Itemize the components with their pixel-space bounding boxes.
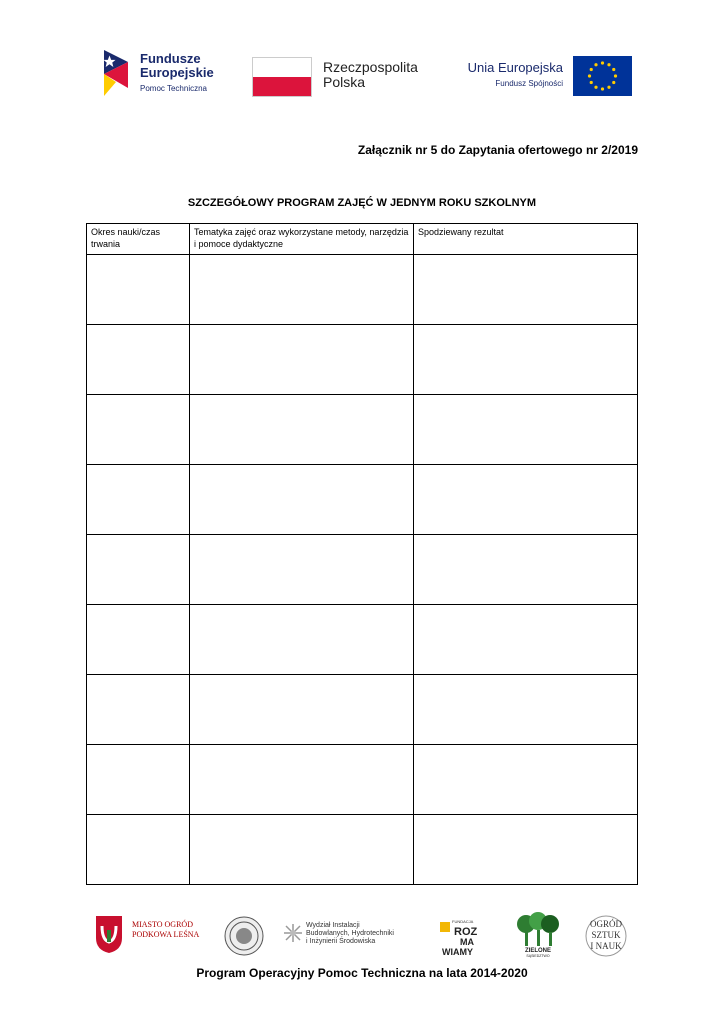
cell-tematyka: [190, 605, 414, 675]
wydzial-flower-icon: [282, 922, 304, 944]
eu-star: [612, 68, 615, 71]
cell-rezultat: [414, 255, 638, 325]
miasto-line2: PODKOWA LEŚNA: [132, 930, 200, 939]
polish-flag-icon: [252, 57, 312, 97]
eu-star: [594, 86, 597, 89]
fundusze-europejskie-text: [140, 52, 214, 93]
eu-star: [607, 86, 610, 89]
table-row: [87, 325, 638, 395]
wydzial-text: [306, 922, 394, 946]
cell-rezultat: [414, 815, 638, 885]
fe-line2: Europejskie: [140, 65, 214, 80]
podkowa-lesna-crest-icon: [94, 914, 124, 954]
program-table: [86, 223, 638, 885]
cell-tematyka: [190, 675, 414, 745]
cell-okres: [87, 255, 190, 325]
header-rezultat: Spodziewany rezultat: [414, 224, 638, 255]
fundusze-europejskie-logo: [100, 48, 132, 98]
header-tematyka: Tematyka zajęć oraz wykorzystane metody, narzędzia i pomoce dydaktyczne: [190, 224, 414, 255]
cell-okres: [87, 465, 190, 535]
miasto-ogrod-text: [132, 920, 199, 940]
cell-okres: [87, 395, 190, 465]
eu-star: [601, 61, 604, 64]
eu-star: [588, 74, 591, 77]
university-seal-icon: [224, 916, 264, 956]
cell-tematyka: [190, 745, 414, 815]
ogrod-sztuk-i-nauk-logo: [574, 914, 634, 958]
document-title: SZCZEGÓŁOWY PROGRAM ZAJĘĆ W JEDNYM ROKU SZKOLNYM: [187, 197, 537, 209]
fe-subtitle: Pomoc Techniczna: [140, 84, 207, 93]
eu-star: [614, 74, 617, 77]
eu-star: [590, 68, 593, 71]
fe-line1: Fundusze: [140, 51, 201, 66]
pl-line1: Rzeczpospolita: [323, 59, 418, 75]
cell-tematyka: [190, 325, 414, 395]
footer-program-text: Program Operacyjny Pomoc Techniczna na lata 2014-2020: [196, 966, 528, 980]
eu-star: [612, 81, 615, 84]
fundacja-rozmawiamy-logo: [440, 916, 490, 958]
cell-tematyka: [190, 255, 414, 325]
cell-rezultat: [414, 395, 638, 465]
cell-tematyka: [190, 815, 414, 885]
eu-flag-icon: [573, 56, 632, 96]
ziel-l1: ZIELONE: [524, 948, 552, 954]
pl-line2: Polska: [323, 74, 366, 90]
ogrod-l1: OGRÓD: [589, 919, 623, 929]
roz-l3: WIAMY: [442, 947, 473, 957]
cell-okres: [87, 815, 190, 885]
roz-l2: MA: [460, 937, 474, 947]
cell-tematyka: [190, 535, 414, 605]
ue-line2: Fundusz Spójności: [495, 79, 563, 88]
eu-star: [590, 81, 593, 84]
ogrod-l2: SZTUK: [591, 930, 621, 940]
table-row: [87, 535, 638, 605]
attachment-reference: Załącznik nr 5 do Zapytania ofertowego nr 2/2019: [357, 143, 638, 157]
roz-small: FUNDACJA: [452, 919, 474, 924]
cell-okres: [87, 605, 190, 675]
ue-line1: Unia Europejska: [467, 60, 563, 75]
ziel-l2: SĄSIEDZTWO: [526, 954, 550, 958]
rzeczpospolita-text: [323, 60, 418, 90]
table-row: [87, 465, 638, 535]
cell-tematyka: [190, 465, 414, 535]
roz-l1: ROZ: [454, 926, 478, 938]
cell-okres: [87, 675, 190, 745]
table-row: [87, 675, 638, 745]
wydz-line2: Budowlanych, Hydrotechniki: [306, 930, 394, 937]
cell-rezultat: [414, 465, 638, 535]
cell-okres: [87, 745, 190, 815]
cell-rezultat: [414, 535, 638, 605]
eu-star: [607, 63, 610, 66]
cell-rezultat: [414, 605, 638, 675]
eu-star: [601, 87, 604, 90]
cell-rezultat: [414, 675, 638, 745]
cell-tematyka: [190, 395, 414, 465]
cell-rezultat: [414, 325, 638, 395]
header-okres: Okres nauki/czas trwania: [87, 224, 190, 255]
table-row: [87, 605, 638, 675]
cell-rezultat: [414, 745, 638, 815]
table-header-row: [87, 224, 638, 255]
cell-okres: [87, 535, 190, 605]
cell-okres: [87, 325, 190, 395]
ogrod-l3: I NAUK: [590, 941, 622, 951]
table-row: [87, 255, 638, 325]
unia-europejska-text: [459, 60, 563, 88]
table-row: [87, 745, 638, 815]
table-row: [87, 395, 638, 465]
eu-star: [594, 63, 597, 66]
wydz-line1: Wydział Instalacji: [306, 922, 360, 929]
miasto-line1: MIASTO OGRÓD: [132, 920, 193, 929]
table-row: [87, 815, 638, 885]
zielone-sasiedztwo-logo: [514, 912, 562, 958]
wydz-line3: i Inżynierii Środowiska: [306, 938, 376, 945]
